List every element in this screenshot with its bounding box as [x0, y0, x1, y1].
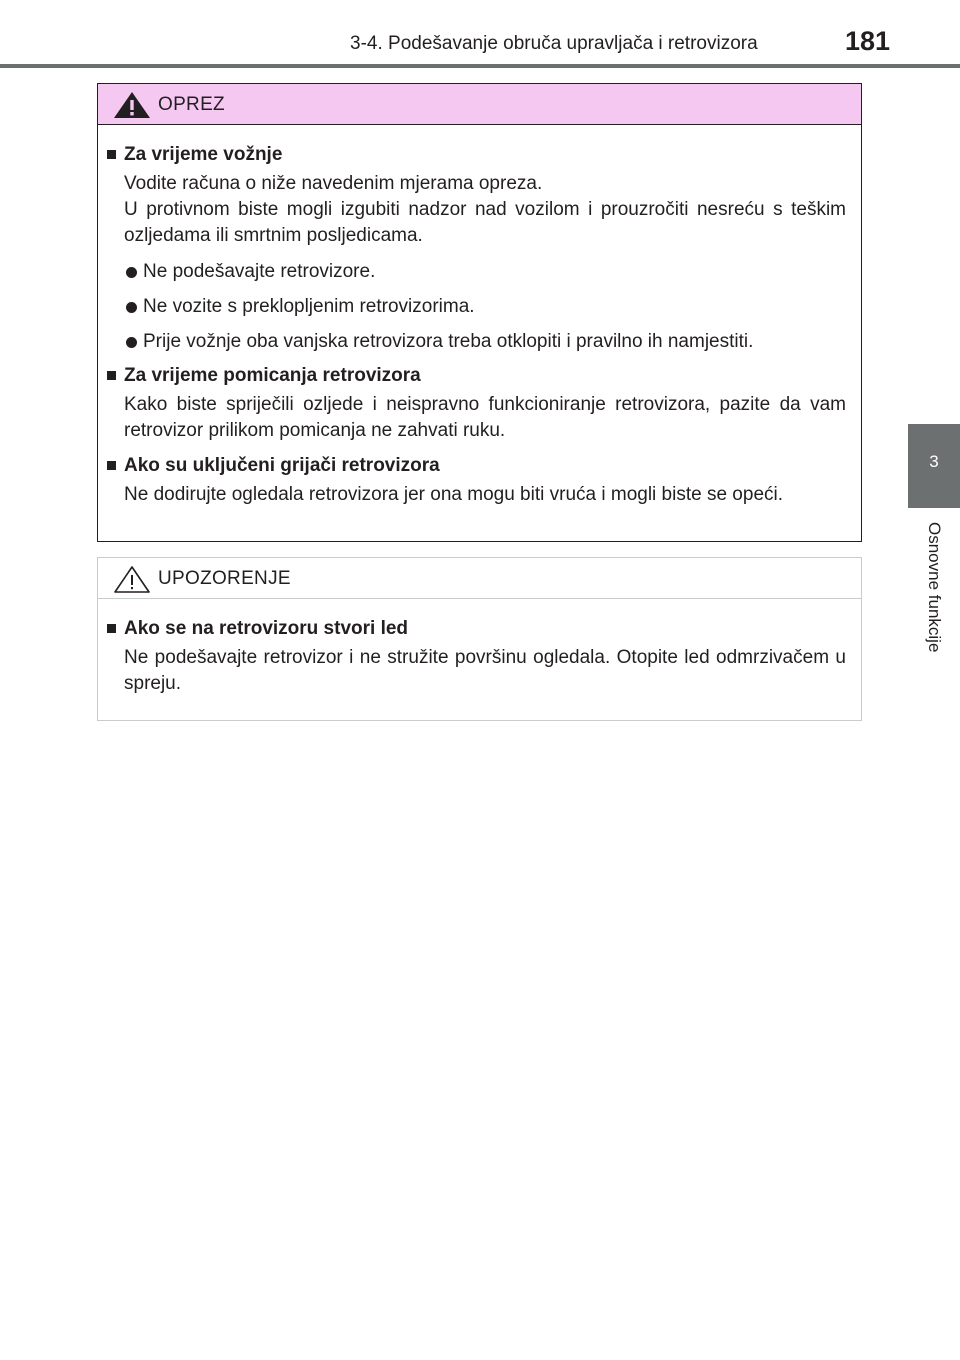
list-item	[107, 259, 846, 285]
list-item-text: Ne podešavajte retrovizore.	[143, 261, 376, 282]
list-item	[107, 329, 846, 355]
warning-box	[97, 557, 862, 721]
caution-box	[97, 83, 862, 542]
chapter-label-container	[924, 522, 944, 682]
paragraph	[107, 392, 846, 444]
paragraph	[107, 645, 846, 697]
header-rule	[0, 64, 960, 68]
caution-section	[107, 364, 846, 444]
paragraph-line: U protivnom biste mogli izgubiti nadzor nad vozilom i prouzročiti nesreću s teškim ozljedama ili smrtnim posljedicama.	[124, 199, 846, 246]
section-heading	[107, 364, 846, 388]
section-heading-text: Za vrijeme vožnje	[124, 144, 283, 165]
caution-header	[98, 84, 861, 125]
chapter-number: 3	[929, 452, 939, 471]
paragraph-line: Vodite računa o niže navedenim mjerama opreza.	[124, 173, 543, 194]
page-header	[0, 0, 960, 68]
chapter-label: Osnovne funkcije	[925, 522, 944, 653]
list-item-text: Prije vožnje oba vanjska retrovizora treba otklopiti i pravilno ih namjestiti.	[143, 331, 754, 352]
square-bullet-icon	[107, 461, 116, 470]
square-bullet-icon	[107, 371, 116, 380]
dot-bullet-icon	[126, 267, 137, 278]
square-bullet-icon	[107, 150, 116, 159]
caution-section	[107, 143, 846, 355]
caution-section	[107, 454, 846, 508]
warning-heading: UPOZORENJE	[158, 568, 291, 589]
warning-body	[98, 599, 861, 697]
section-heading-text: Ako se na retrovizoru stvori led	[124, 618, 409, 639]
section-heading-text: Ako su uključeni grijači retrovizora	[124, 455, 440, 476]
list-item-text: Ne vozite s preklopljenim retrovizorima.	[143, 296, 475, 317]
warning-section	[107, 617, 846, 697]
warning-header	[98, 558, 861, 599]
dot-bullet-icon	[126, 302, 137, 313]
section-heading	[107, 143, 846, 167]
warning-triangle-filled-icon	[112, 90, 152, 120]
caution-heading: OPREZ	[158, 94, 225, 115]
section-heading-text: Za vrijeme pomicanja retrovizora	[124, 365, 421, 386]
paragraph	[107, 171, 846, 249]
paragraph-line: Kako biste spriječili ozljede i neispravno funkcioniranje retrovizora, pazite da vam retrovizor prilikom pomicanja ne zahvati ruku.	[124, 394, 846, 441]
warning-triangle-outline-icon	[112, 564, 152, 594]
section-heading	[107, 617, 846, 641]
square-bullet-icon	[107, 624, 116, 633]
section-title: 3-4. Podešavanje obruča upravljača i retrovizora	[350, 33, 758, 54]
caution-body	[98, 125, 861, 508]
paragraph-line: Ne dodirujte ogledala retrovizora jer ona mogu biti vruća i mogli biste se opeći.	[124, 484, 784, 505]
section-heading	[107, 454, 846, 478]
chapter-tab	[908, 424, 960, 508]
page-number: 181	[845, 26, 891, 56]
paragraph-line: Ne podešavajte retrovizor i ne stružite površinu ogledala. Otopite led odmrzivačem u spreju.	[124, 647, 846, 694]
dot-bullet-icon	[126, 337, 137, 348]
paragraph	[107, 482, 846, 508]
list-item	[107, 294, 846, 320]
